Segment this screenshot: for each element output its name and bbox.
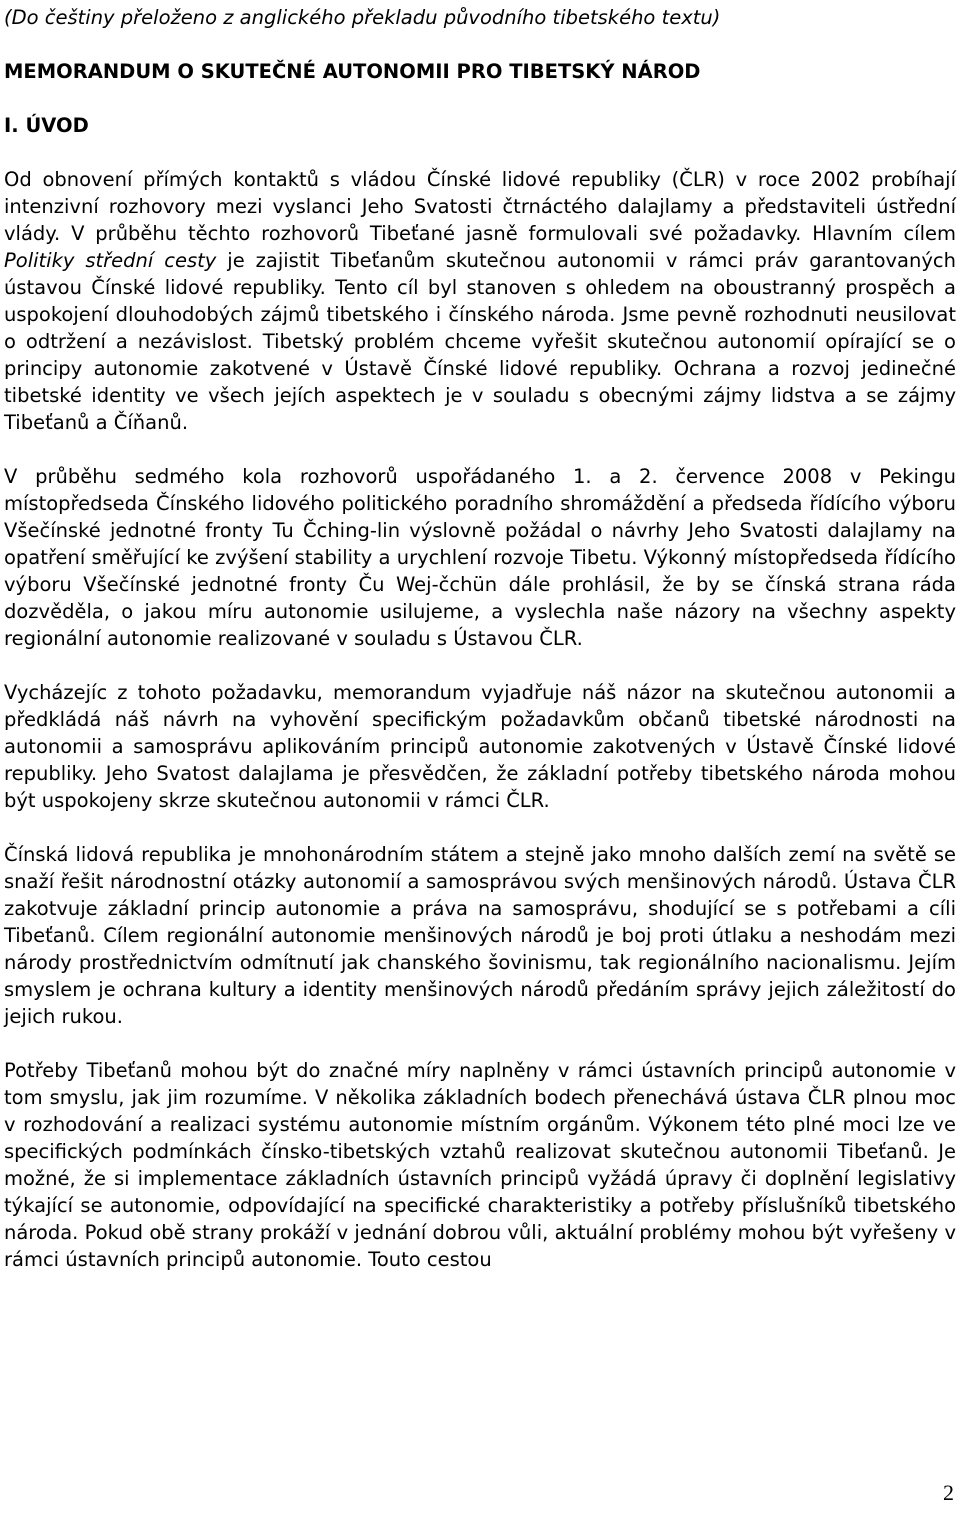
paragraph-5: Potřeby Tibeťanů mohou být do značné míry naplněny v rámci ústavních principů autonomie v tom smyslu, jak jim rozumíme. V několika základních bodech přenechává ústava ČLR plnou moc v rozhodování a realizaci systému autonomie místním orgánům. Výkonem této plné moci lze ve specifických podmínkách čínsko-tibetských vztahů realizovat skutečnou autonomii Tibeťanů. Je možné, že si implementace základních ústavních principů vyžádá úpravy či doplnění legislativy týkající se autonomie, odpovídající na specifické charakteristiky a potřeby příslušníků tibetského národa. Pokud obě strany prokáží v jednání dobrou vůli, aktuální problémy mohou být vyřešeny v rámci ústavních principů autonomie. Touto cestou	[4, 1059, 956, 1271]
paragraph-2: V průběhu sedmého kola rozhovorů uspořádaného 1. a 2. července 2008 v Pekingu místopředseda Čínského lidového politického poradního shromáždění a předseda řídícího výboru Všečínské jednotné fronty Tu Čching-lin výslovně požádal o návrhy Jeho Svatosti dalajlamy na opatření směřující ke zvýšení stability a urychlení rozvoje Tibetu. Výkonný místopředseda řídícího výboru Všečínské jednotné fronty Ču Wej-čchün dále prohlásil, že by se čínská strana ráda dozvěděla, o jakou míru autonomie usilujeme, a vyslechla naše názory na všechny aspekty regionální autonomie realizované v souladu s Ústavou ČLR.	[4, 465, 956, 650]
paragraph-1-part-b: je zajistit Tibeťanům skutečnou autonomii v rámci práv garantovaných ústavou Čínské lidové republiky. Tento cíl byl stanoven s ohledem na oboustranný prospěch a uspokojení dlouhodobých zájmů tibetského i čínského národa. Jsme pevně rozhodnuti neusilovat o odtržení a nezávislost. Tibetský problém chceme vyřešit skutečnou autonomií opírající se o principy autonomie zakotvené v Ústavě Čínské lidové republiky. Ochrana a rozvoj jedinečné tibetské identity ve všech jejích aspektech je v souladu s obecnými zájmy lidstva a se zájmy Tibeťanů a Číňanů.	[4, 249, 956, 434]
section-heading: I. ÚVOD	[4, 114, 89, 137]
page-number: 2	[943, 1480, 954, 1505]
document-subtitle: (Do češtiny přeloženo z anglického překladu původního tibetského textu)	[4, 6, 721, 29]
paragraph-1-italic-term: Politiky střední cesty	[4, 249, 217, 272]
paragraph-3: Vycházejíc z tohoto požadavku, memorandum vyjadřuje náš názor na skutečnou autonomii a předkládá náš návrh na vyhovění specifickým požadavkům občanů tibetské národnosti na autonomii a samosprávu aplikováním principů autonomie zakotvených v Ústavě Čínské lidové republiky. Jeho Svatost dalajlama je přesvědčen, že základní potřeby tibetského národa mohou být uspokojeny skrze skutečnou autonomii v rámci ČLR.	[4, 681, 956, 812]
document-page	[4, 0, 956, 1273]
document-title: MEMORANDUM O SKUTEČNÉ AUTONOMII PRO TIBETSKÝ NÁROD	[4, 60, 701, 83]
paragraph-4: Čínská lidová republika je mnohonárodním státem a stejně jako mnoho dalších zemí na světě se snaží řešit národnostní otázky autonomií a samosprávou svých menšinových národů. Ústava ČLR zakotvuje základní princip autonomie a práva na samosprávu, shodující se s potřebami a cíli Tibeťanů. Cílem regionální autonomie menšinových národů je boj proti útlaku a neshodám mezi národy prostřednictvím odmítnutí jak chanského šovinismu, tak regionálního nacionalismu. Jejím smyslem je ochrana kultury a identity menšinových národů předáním správy jejich záležitostí do jejich rukou.	[4, 843, 956, 1028]
paragraph-1	[4, 166, 956, 436]
paragraph-1-part-a: Od obnovení přímých kontaktů s vládou Čínské lidové republiky (ČLR) v roce 2002 probíhají intenzivní rozhovory mezi vyslanci Jeho Svatosti čtrnáctého dalajlamy a představiteli ústřední vlády. V průběhu těchto rozhovorů Tibeťané jasně formulovali své požadavky. Hlavním cílem	[4, 168, 956, 245]
